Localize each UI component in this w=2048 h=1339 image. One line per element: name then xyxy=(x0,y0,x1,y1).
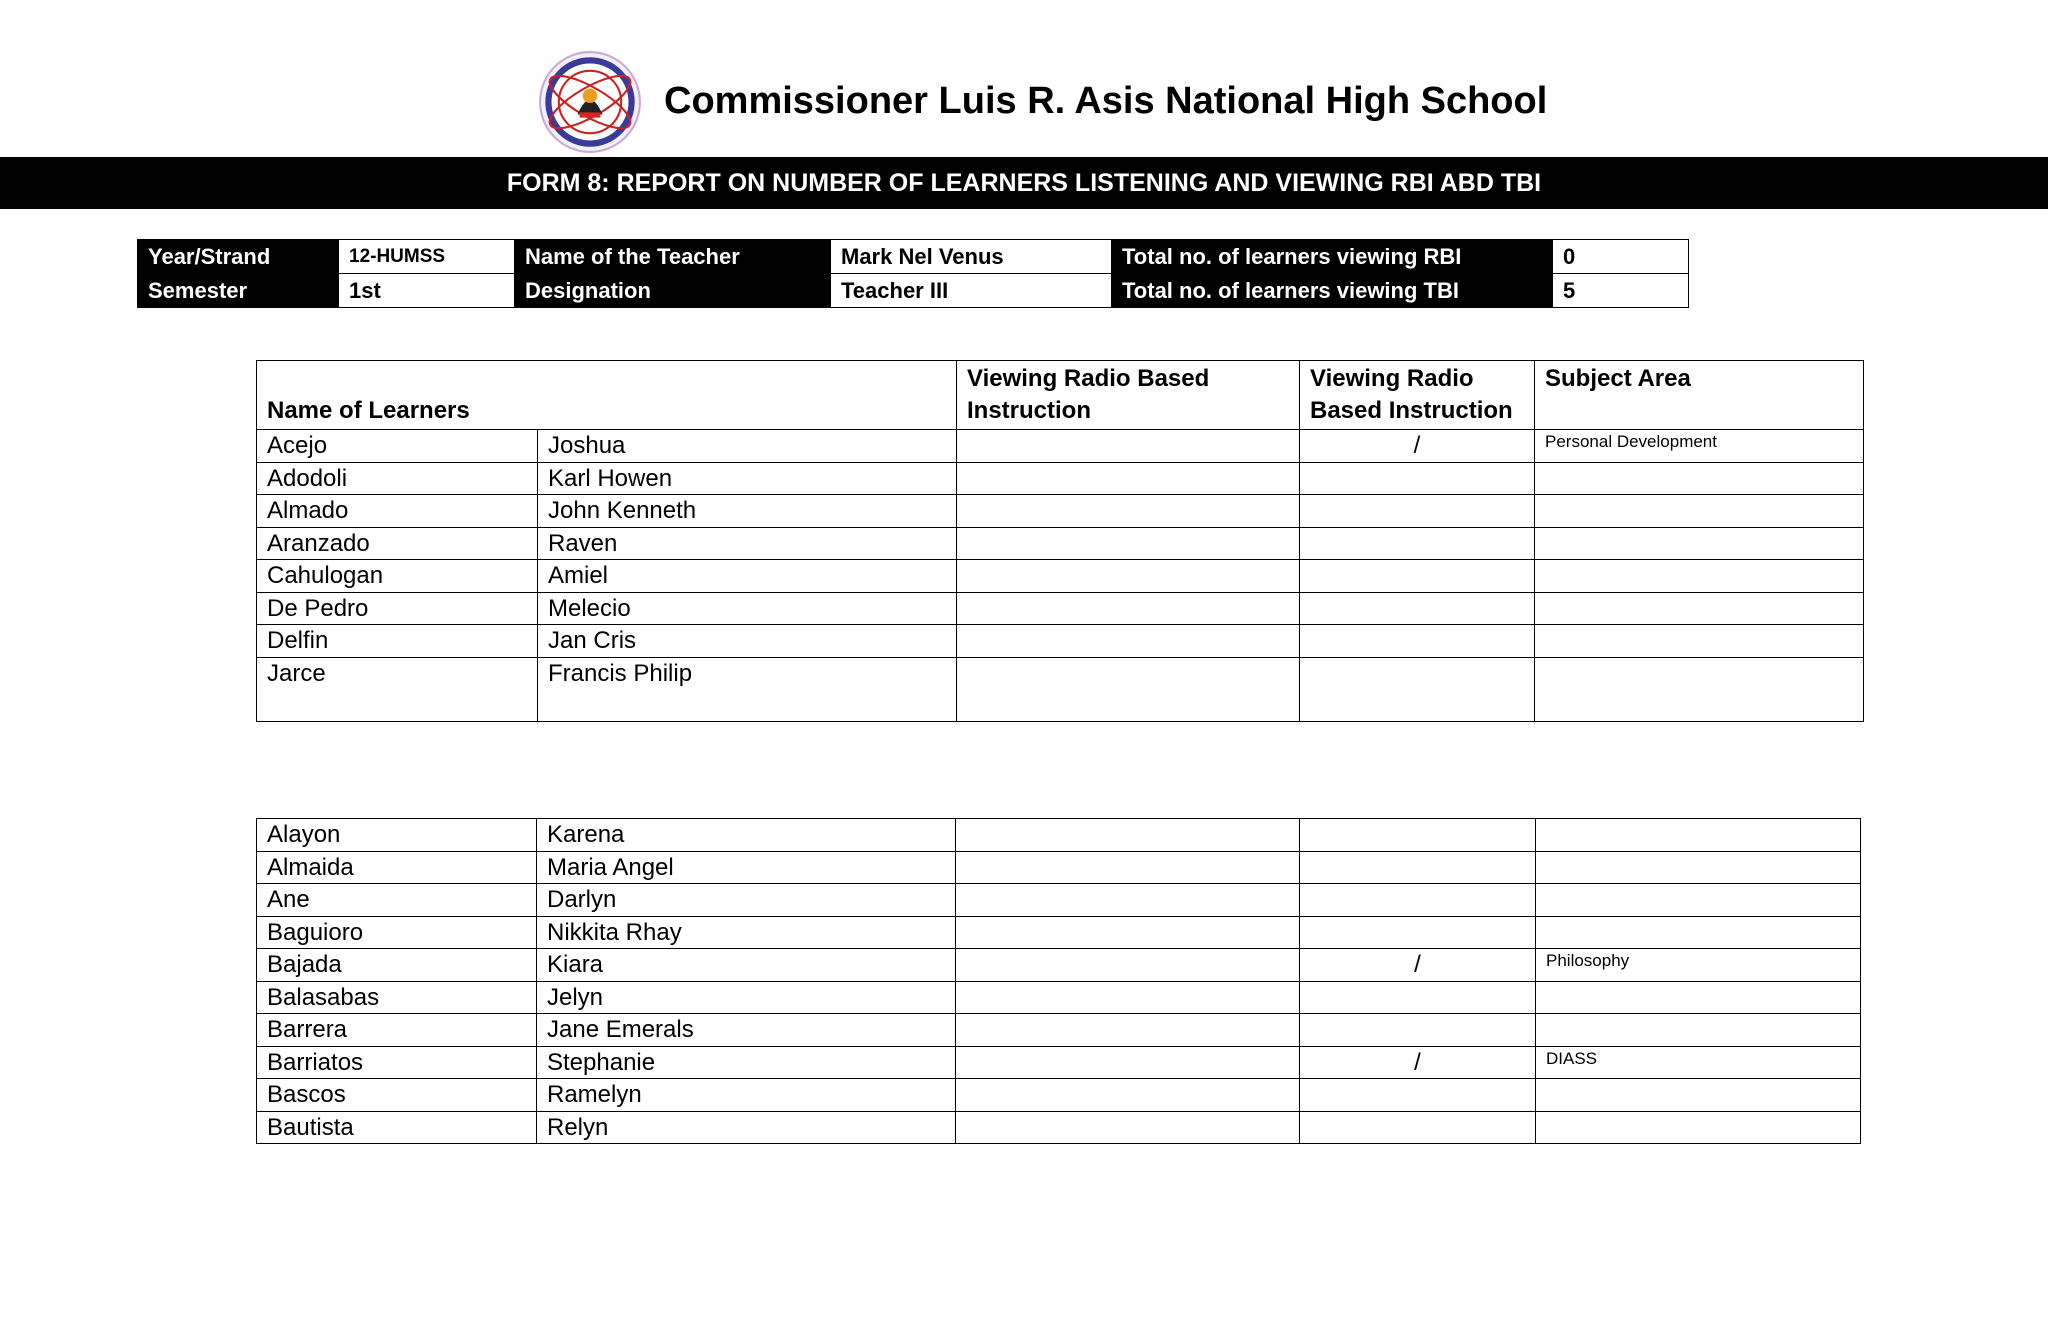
learners-table-1 xyxy=(256,360,1864,722)
rbi-mark xyxy=(956,916,1300,949)
learner-first-name: Francis Philip xyxy=(538,657,957,721)
learner-last-name: Alayon xyxy=(257,819,537,852)
tbi-mark xyxy=(1300,657,1535,721)
table-row xyxy=(257,462,1864,495)
learner-last-name: Aranzado xyxy=(257,527,538,560)
tbi-mark xyxy=(1300,1079,1536,1112)
rbi-mark xyxy=(957,495,1300,528)
subject-area-cell: Personal Development xyxy=(1535,430,1864,463)
subject-area-cell xyxy=(1535,462,1864,495)
info-row xyxy=(138,274,1689,308)
learner-last-name: Balasabas xyxy=(257,981,537,1014)
learners-table-2 xyxy=(256,818,1861,1144)
tbi-mark xyxy=(1300,819,1536,852)
subject-area-cell xyxy=(1535,527,1864,560)
learner-first-name: Maria Angel xyxy=(537,851,956,884)
learner-first-name: Karl Howen xyxy=(538,462,957,495)
rbi-mark xyxy=(957,462,1300,495)
subject-area-cell: DIASS xyxy=(1536,1046,1861,1079)
subject-area-cell xyxy=(1536,1014,1861,1047)
school-name: Commissioner Luis R. Asis National High School xyxy=(664,80,1548,122)
learner-last-name: Barriatos xyxy=(257,1046,537,1079)
document-header xyxy=(0,40,2048,150)
learner-last-name: Delfin xyxy=(257,625,538,658)
table-row xyxy=(257,884,1861,917)
tbi-mark xyxy=(1300,592,1535,625)
table-row xyxy=(257,819,1861,852)
rbi-mark xyxy=(957,560,1300,593)
form-title-banner: FORM 8: REPORT ON NUMBER OF LEARNERS LISTENING AND VIEWING RBI ABD TBI xyxy=(0,157,2048,209)
learner-first-name: Jane Emerals xyxy=(537,1014,956,1047)
semester-value: 1st xyxy=(339,274,515,308)
learner-last-name: Bascos xyxy=(257,1079,537,1112)
learner-last-name: Cahulogan xyxy=(257,560,538,593)
subject-area-header: Subject Area xyxy=(1535,361,1864,430)
subject-area-cell xyxy=(1536,981,1861,1014)
table-header-row xyxy=(257,361,1864,430)
rbi-mark xyxy=(956,884,1300,917)
learner-first-name: Darlyn xyxy=(537,884,956,917)
table-row xyxy=(257,1014,1861,1047)
learner-last-name: Acejo xyxy=(257,430,538,463)
tbi-mark xyxy=(1300,495,1535,528)
subject-area-cell xyxy=(1535,560,1864,593)
name-of-learners-header: Name of Learners xyxy=(257,361,957,430)
rbi-mark xyxy=(956,1046,1300,1079)
rbi-mark xyxy=(956,1111,1300,1144)
designation-value: Teacher III xyxy=(831,274,1112,308)
rbi-mark xyxy=(956,1079,1300,1112)
tbi-total-label: Total no. of learners viewing TBI xyxy=(1112,274,1553,308)
table-row xyxy=(257,851,1861,884)
table-row xyxy=(257,1046,1861,1079)
learner-last-name: Jarce xyxy=(257,657,538,721)
learner-first-name: Ramelyn xyxy=(537,1079,956,1112)
learner-last-name: Almaida xyxy=(257,851,537,884)
teacher-label: Name of the Teacher xyxy=(515,240,831,274)
tbi-mark xyxy=(1300,851,1536,884)
table-row xyxy=(257,560,1864,593)
tbi-mark: / xyxy=(1300,949,1536,982)
rbi-mark xyxy=(956,851,1300,884)
subject-area-cell: Philosophy xyxy=(1536,949,1861,982)
info-row xyxy=(138,240,1689,274)
tbi-mark xyxy=(1300,981,1536,1014)
learner-last-name: Adodoli xyxy=(257,462,538,495)
teacher-value: Mark Nel Venus xyxy=(831,240,1112,274)
subject-area-cell xyxy=(1536,1111,1861,1144)
tbi-mark xyxy=(1300,916,1536,949)
learner-last-name: Almado xyxy=(257,495,538,528)
learner-first-name: Karena xyxy=(537,819,956,852)
year-strand-label: Year/Strand xyxy=(138,240,339,274)
table-row xyxy=(257,430,1864,463)
learner-last-name: Barrera xyxy=(257,1014,537,1047)
table-row xyxy=(257,981,1861,1014)
subject-area-cell xyxy=(1535,592,1864,625)
table-row xyxy=(257,592,1864,625)
tbi-mark xyxy=(1300,462,1535,495)
subject-area-cell xyxy=(1536,1079,1861,1112)
tbi-mark: / xyxy=(1300,1046,1536,1079)
learner-last-name: De Pedro xyxy=(257,592,538,625)
learner-first-name: John Kenneth xyxy=(538,495,957,528)
semester-label: Semester xyxy=(138,274,339,308)
learner-first-name: Amiel xyxy=(538,560,957,593)
learner-first-name: Stephanie xyxy=(537,1046,956,1079)
tbi-column-header: Viewing Radio Based Instruction xyxy=(1300,361,1535,430)
rbi-column-header: Viewing Radio Based Instruction xyxy=(957,361,1300,430)
learner-last-name: Ane xyxy=(257,884,537,917)
rbi-mark xyxy=(956,949,1300,982)
tbi-mark xyxy=(1300,560,1535,593)
table-row xyxy=(257,916,1861,949)
rbi-mark xyxy=(956,981,1300,1014)
tbi-mark: / xyxy=(1300,430,1535,463)
table-row xyxy=(257,527,1864,560)
table-row xyxy=(257,657,1864,721)
subject-area-cell xyxy=(1536,819,1861,852)
designation-label: Designation xyxy=(515,274,831,308)
rbi-mark xyxy=(956,819,1300,852)
table-row xyxy=(257,1111,1861,1144)
subject-area-cell xyxy=(1535,625,1864,658)
learner-last-name: Bautista xyxy=(257,1111,537,1144)
learner-first-name: Jelyn xyxy=(537,981,956,1014)
learner-first-name: Jan Cris xyxy=(538,625,957,658)
subject-area-cell xyxy=(1536,884,1861,917)
learner-first-name: Raven xyxy=(538,527,957,560)
tbi-mark xyxy=(1300,625,1535,658)
rbi-mark xyxy=(956,1014,1300,1047)
school-seal-icon xyxy=(538,50,642,154)
learner-first-name: Melecio xyxy=(538,592,957,625)
rbi-mark xyxy=(957,625,1300,658)
learner-first-name: Joshua xyxy=(538,430,957,463)
tbi-mark xyxy=(1300,527,1535,560)
learner-last-name: Bajada xyxy=(257,949,537,982)
learner-first-name: Kiara xyxy=(537,949,956,982)
subject-area-cell xyxy=(1535,657,1864,721)
year-strand-value: 12-HUMSS xyxy=(339,240,515,274)
rbi-mark xyxy=(957,657,1300,721)
subject-area-cell xyxy=(1536,916,1861,949)
tbi-mark xyxy=(1300,884,1536,917)
tbi-mark xyxy=(1300,1111,1536,1144)
learner-last-name: Baguioro xyxy=(257,916,537,949)
learner-first-name: Nikkita Rhay xyxy=(537,916,956,949)
rbi-total-label: Total no. of learners viewing RBI xyxy=(1112,240,1553,274)
rbi-total-value: 0 xyxy=(1553,240,1689,274)
rbi-mark xyxy=(957,430,1300,463)
rbi-mark xyxy=(957,592,1300,625)
tbi-total-value: 5 xyxy=(1553,274,1689,308)
learner-first-name: Relyn xyxy=(537,1111,956,1144)
table-row xyxy=(257,625,1864,658)
table-row xyxy=(257,949,1861,982)
rbi-mark xyxy=(957,527,1300,560)
table-row xyxy=(257,1079,1861,1112)
tbi-mark xyxy=(1300,1014,1536,1047)
table-row xyxy=(257,495,1864,528)
subject-area-cell xyxy=(1536,851,1861,884)
subject-area-cell xyxy=(1535,495,1864,528)
report-info-table xyxy=(137,239,1689,308)
